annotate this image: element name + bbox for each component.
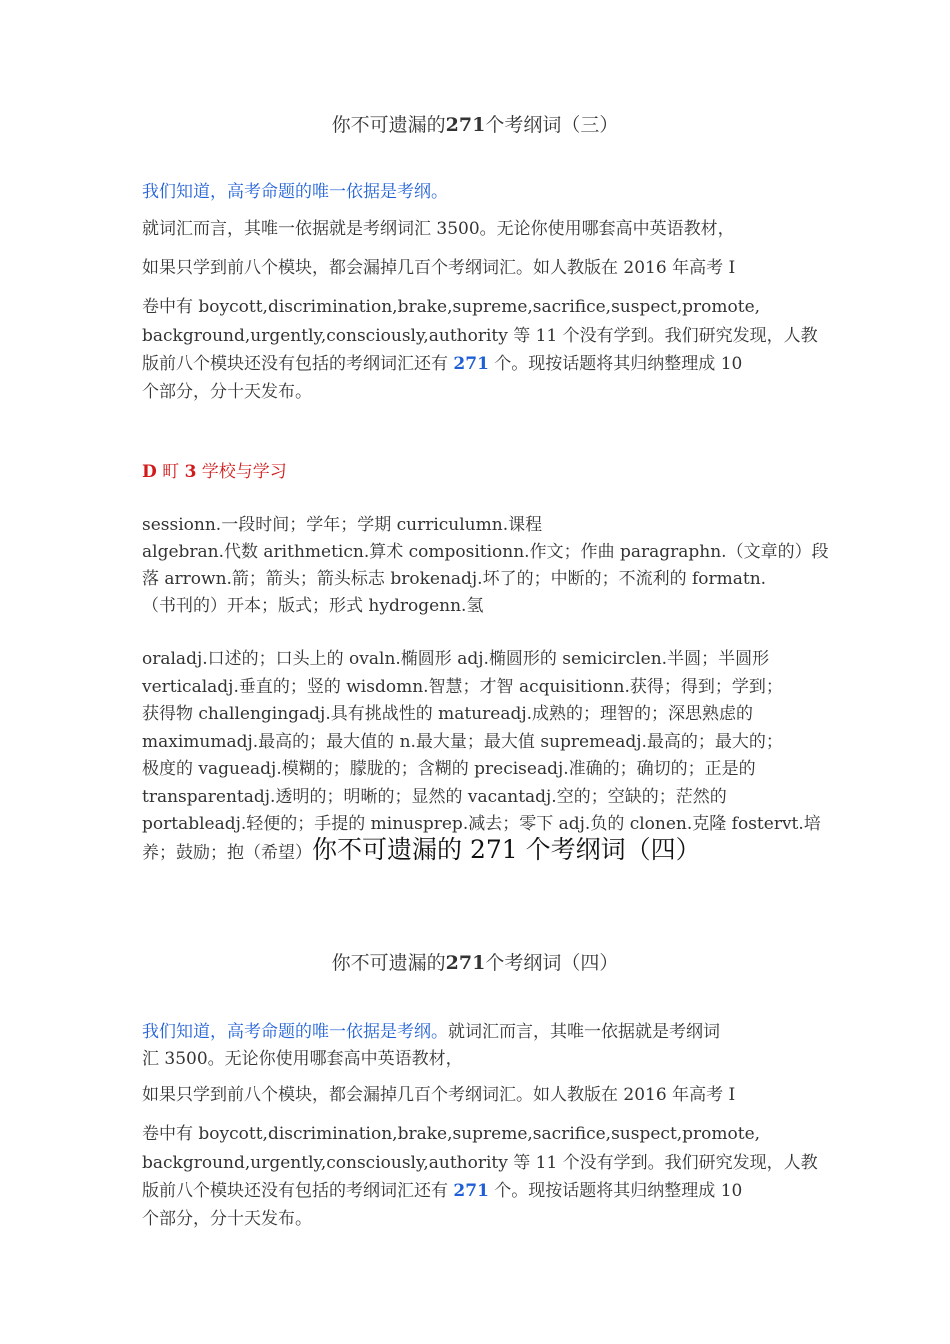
- title-text: 你不可遗漏的: [331, 114, 446, 136]
- paragraph-line: 个部分，分十天发布。: [142, 382, 312, 402]
- intro-text: 就词汇而言，其唯一依据就是考纲词: [448, 1022, 720, 1042]
- vocab-line: portableadj.轻便的；手提的 minusprep.减去；零下 adj.负的 clonen.克隆 fostervt.培: [142, 814, 821, 834]
- vocab-line: 落 arrown.箭；箭头；箭头标志 brokenadj.坏了的；中断的；不流利的 formatn.: [142, 569, 767, 589]
- vocab-line: sessionn.一段时间；学年；学期 curriculumn.课程: [142, 515, 543, 535]
- day-label: D: [142, 462, 157, 482]
- vocab-line: maximumadj.最高的；最大值的 n.最大量；最大值 supremeadj.最高的；最大的；: [142, 732, 783, 752]
- paragraph-line: 如果只学到前八个模块，都会漏掉几百个考纲词汇。如人教版在 2016 年高考 I: [142, 258, 736, 278]
- paragraph-line: 汇 3500。无论你使用哪套高中英语教材，: [142, 1049, 463, 1069]
- day-heading: [142, 457, 814, 482]
- day-label: 町: [156, 462, 185, 482]
- vocab-line: verticaladj.垂直的；竖的 wisdomn.智慧；才智 acquisitionn.获得；得到；学到；: [142, 677, 783, 697]
- paragraph-line: background,urgently,consciously,authority 等 11 个没有学到。我们研究发现，人教: [142, 1153, 818, 1173]
- paragraph-line: 如果只学到前八个模块，都会漏掉几百个考纲词汇。如人教版在 2016 年高考 I: [142, 1085, 736, 1105]
- section-3-intro: 我们知道，高考命题的唯一依据是考纲。: [142, 182, 448, 202]
- vocab-line: 极度的 vagueadj.模糊的；朦胧的；含糊的 preciseadj.准确的；确切的；正是的: [142, 759, 756, 779]
- vocab-line: [142, 830, 814, 866]
- section-4-intro: [142, 1017, 814, 1042]
- title-number: 271: [445, 114, 486, 136]
- day-number: 3: [184, 462, 197, 482]
- vocab-text: 养；鼓励；抱（希望）: [142, 843, 312, 863]
- title-text: 你不可遗漏的: [331, 952, 446, 974]
- vocab-line: oraladj.口述的；口头上的 ovaln.椭圆形 adj.椭圆形的 semicirclen.半圆；半圆形: [142, 649, 770, 669]
- section-4-title: [0, 948, 950, 975]
- day-topic: 学校与学习: [196, 462, 287, 482]
- vocab-line: transparentadj.透明的；明晰的；显然的 vacantadj.空的；空缺的；茫然的: [142, 787, 727, 807]
- highlight-number: 271: [453, 354, 489, 374]
- title-text: 个考纲词（四）: [485, 952, 619, 974]
- paragraph-line: 卷中有 boycott,discrimination,brake,supreme,sacrifice,suspect,promote,: [142, 297, 761, 317]
- paragraph-text: 版前八个模块还没有包括的考纲词汇还有: [142, 354, 454, 374]
- overlapping-title: 你不可遗漏的 271 个考纲词（四）: [312, 835, 701, 864]
- paragraph-text: 个。现按话题将其归纳整理成 10: [488, 1181, 743, 1201]
- highlight-number: 271: [453, 1181, 489, 1201]
- paragraph-line: [142, 1176, 814, 1201]
- paragraph-line: 卷中有 boycott,discrimination,brake,supreme,sacrifice,suspect,promote,: [142, 1124, 761, 1144]
- paragraph-text: 个。现按话题将其归纳整理成 10: [488, 354, 743, 374]
- intro-highlight: 我们知道，高考命题的唯一依据是考纲。: [142, 1022, 448, 1042]
- paragraph-line: 就词汇而言，其唯一依据就是考纲词汇 3500。无论你使用哪套高中英语教材，: [142, 219, 735, 239]
- title-text: 个考纲词（三）: [485, 114, 619, 136]
- paragraph-line: background,urgently,consciously,authority 等 11 个没有学到。我们研究发现，人教: [142, 326, 818, 346]
- vocab-line: （书刊的）开本；版式；形式 hydrogenn.氢: [142, 596, 484, 616]
- paragraph-text: 版前八个模块还没有包括的考纲词汇还有: [142, 1181, 454, 1201]
- paragraph-line: 个部分，分十天发布。: [142, 1209, 312, 1229]
- paragraph-line: [142, 349, 814, 374]
- vocab-line: algebran.代数 arithmeticn.算术 compositionn.作文；作曲 paragraphn.（文章的）段: [142, 542, 829, 562]
- title-number: 271: [445, 952, 486, 974]
- section-3-title: [0, 110, 950, 137]
- vocab-line: 获得物 challengingadj.具有挑战性的 matureadj.成熟的；理智的；深思熟虑的: [142, 704, 754, 724]
